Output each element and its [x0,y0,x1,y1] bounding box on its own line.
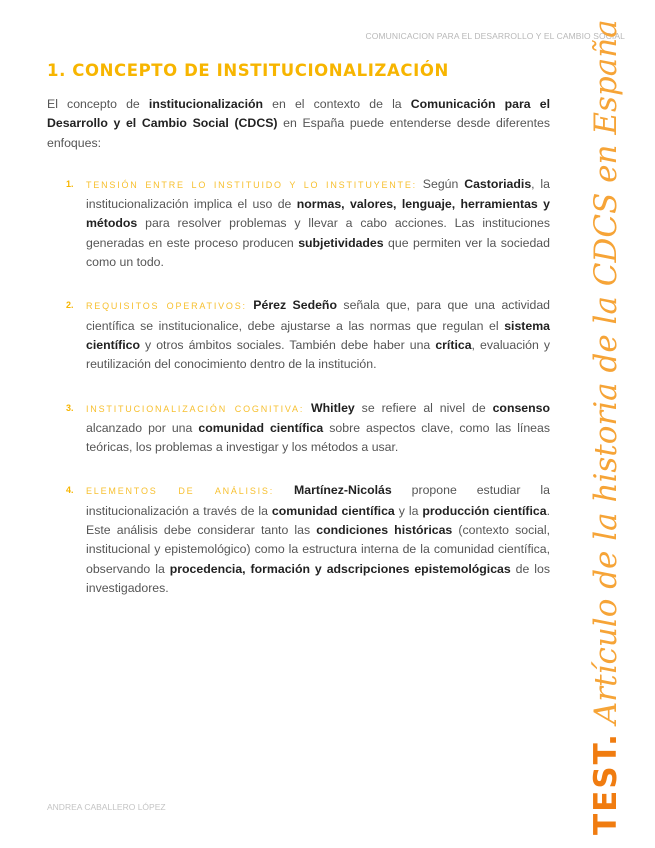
bold-term: subjetividades [298,235,384,250]
list-item [47,481,550,598]
side-title-prefix: TEST. [588,732,624,835]
text-run: y otros ámbitos sociales. También debe haber una [139,337,436,352]
bold-term: Comunicación para el Desarrollo y el Cambio Social (CDCS) [47,97,550,131]
text-run: se refiere al nivel de [354,400,493,415]
bold-term: Whitley [311,400,355,415]
list-number: 4. [66,485,74,496]
text-run: señala que, para que una actividad científica se institucionalice, debe ajustarse a las normas que regulan el [86,298,550,333]
text-run: y la [394,503,423,518]
list-number: 3. [66,402,74,413]
bold-term: sistema científico [86,318,550,352]
bold-term: normas, valores, lenguaje, herramientas y métodos [86,197,550,231]
bold-term: consenso [492,400,550,415]
bold-term: Pérez Sedeño [253,298,337,313]
bold-term: comunidad científica [271,503,395,518]
item-label: TENSIÓN ENTRE LO INSTITUIDO Y LO INSTITUYENTE: [86,179,417,190]
text-run: (contexto social, institucional y epistemológico) como la estructura interna de la comunidad científica, observando la [86,523,550,576]
intro-paragraph [47,95,550,153]
text-run [274,483,294,497]
side-title-text: Artículo de la historia de la CDCS en España [588,19,624,725]
bold-term: comunidad científica [198,420,324,435]
bold-term: crítica [435,337,472,352]
footer-author: ANDREA CABALLERO LÓPEZ [47,802,166,812]
text-run: , la institucionalización implica el uso de [86,176,550,212]
bold-term: Castoriadis [464,176,532,191]
text-run: , evaluación y reutilización del conocimiento dentro de la institución. [86,337,550,372]
bold-term: producción científica [422,503,547,518]
bold-term: condiciones históricas [316,523,453,538]
running-header: COMUNICACION PARA EL DESARROLLO Y EL CAMBIO SOCIAL [365,31,625,41]
text-run: Según [416,176,465,191]
text-run: El concepto de [47,97,149,111]
bold-term: procedencia, formación y adscripciones epistemológicas [169,561,511,576]
item-label: INSTITUCIONALIZACIÓN COGNITIVA: [86,403,305,414]
text-run: en el contexto de la [263,97,411,111]
approaches-list [47,175,550,598]
list-number: 1. [66,178,74,189]
text-run: propone estudiar la institucionalización a través de la [86,483,550,518]
text-run: para resolver problemas y llevar a cabo acciones. Las instituciones generadas en este proceso producen [86,216,550,250]
vertical-side-title [580,19,632,835]
text-run: . Este análisis debe considerar tanto las [86,503,551,538]
list-number: 2. [66,300,74,311]
bold-term: Martínez-Nicolás [293,483,392,498]
text-run: que permiten ver la sociedad como un todo. [86,235,550,270]
text-run [304,401,311,415]
item-label: ELEMENTOS DE ANÁLISIS: [86,486,275,497]
text-run: sobre aspectos clave, como las líneas teóricas, los problemas a investigar y los métodos a usar. [86,420,551,455]
text-run: en España puede entenderse desde diferentes enfoques: [47,116,550,150]
list-item [47,175,550,272]
text-run: alcanzado por una [86,420,199,435]
section-heading: 1. CONCEPTO DE INSTITUCIONALIZACIÓN [47,61,449,80]
bold-term: institucionalización [148,97,264,111]
text-run: de los investigadores. [86,561,551,595]
document-body [47,95,550,622]
item-label: REQUISITOS OPERATIVOS: [86,301,247,312]
list-item [47,399,550,458]
list-item [47,296,550,374]
